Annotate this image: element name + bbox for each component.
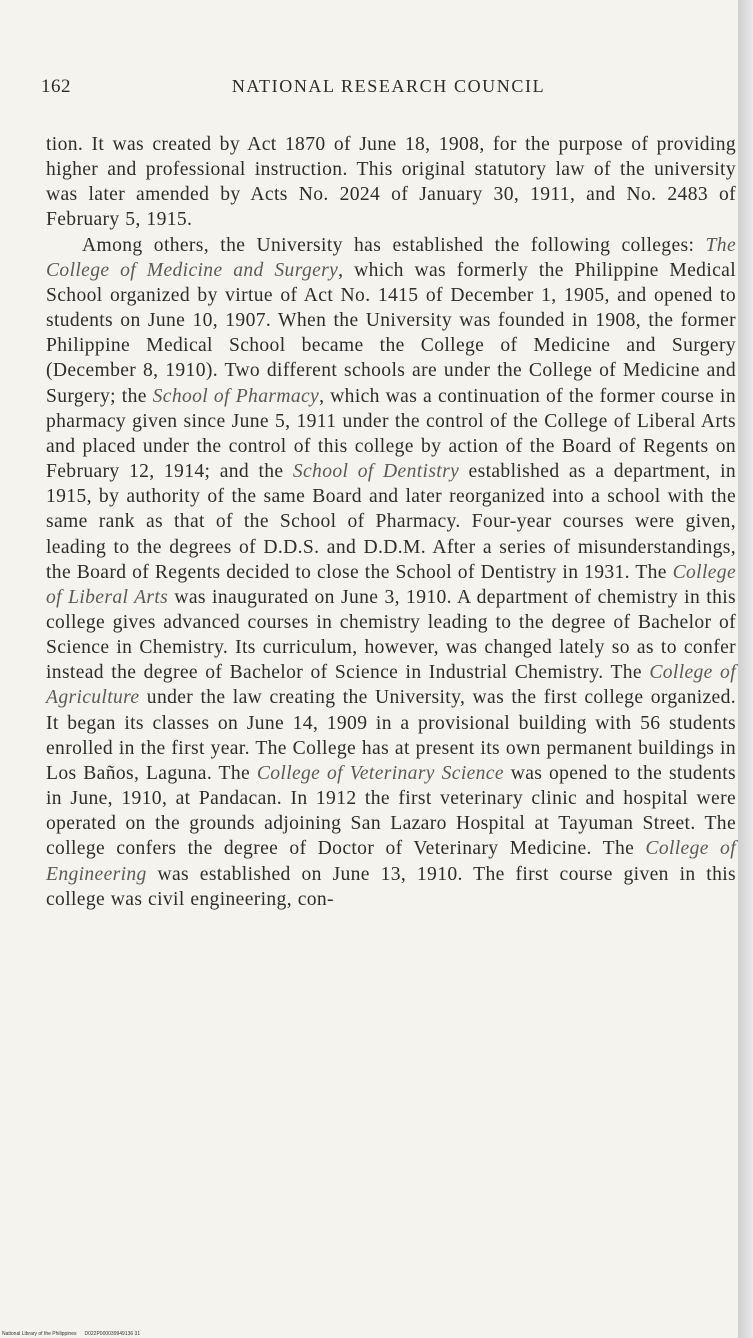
page-edge (738, 0, 753, 1338)
paragraph-colleges (46, 233, 736, 912)
college-medicine-title: The College of Medicine and Surgery (46, 234, 736, 281)
school-pharmacy-title: School of Pharmacy (152, 385, 320, 407)
college-engineering-title: College of Engineering (46, 838, 736, 885)
college-veterinary-title: College of Veterinary Science (256, 762, 504, 784)
text-run: established as a department, in 1915, by authority of the same Board and later reorganized into a school with the same rank as that of the School of Pharmacy. Four-year courses were given, leading to the degrees of D.D.S. and D.D.M. After a series of misunderstandings, the Board of Regents decided to close the School of Dentistry in 1931. The (46, 461, 737, 583)
scan-footer (2, 1331, 140, 1337)
page-header (41, 76, 736, 100)
page-number: 162 (41, 76, 71, 97)
text-run: under the law creating the University, was the first college organized. It began its classes on June 14, 1909 in a provisional building with 56 students enrolled in the first year. The College has at present its own permanent buildings in Los Baños, Laguna. The (46, 687, 736, 784)
footer-source: National Library of the Philippines (2, 1331, 77, 1337)
running-head: NATIONAL RESEARCH COUNCIL (231, 76, 546, 96)
text-run: was inaugurated on June 3, 1910. A department of chemistry in this college gives advanced courses in chemistry leading to the degree of Bachelor of Science in Chemistry. Its curriculum, however, was changed lately so as to confer instead the degree of Bachelor of Science in Industrial Chemistry. The (46, 586, 736, 684)
text-run: , which was formerly the Philippine Medical School organized by virtue of Act No. 1415 of December 1, 1905, and opened to students on June 10, 1907. When the University was founded in 1908, the former Philippine Medical School became the College of Medicine and Surgery (December 8, 1910). Two different schools are under the College of Medicine and Surgery; the (46, 259, 736, 407)
text-run: was opened to the students in June, 1910, at Pandacan. In 1912 the first veterinary clinic and hospital were operated on the grounds adjoining San Lazaro Hospital at Tayuman Street. The college confers the degree of Doctor of Veterinary Medicine. The (46, 762, 736, 860)
footer-identifier: D022P000039949136 31 (84, 1331, 141, 1337)
body-text (46, 132, 736, 912)
text-run: Among others, the University has established the following colleges: (82, 234, 706, 256)
text-run: , which was a continuation of the former course in pharmacy given since June 5, 1911 under the control of the College of Liberal Arts and placed under the control of this college by action of the Board of Regents on February 12, 1914; and the (46, 385, 736, 483)
college-agriculture-title: College of Agriculture (46, 662, 736, 709)
paragraph-continuation: tion. It was created by Act 1870 of June 18, 1908, for the purpose of providing higher and professional instruction. This original statutory law of the university was later amended by Acts No. 2024 of January 30, 1911, and No. 2483 of February 5, 1915. (46, 134, 736, 231)
college-liberal-arts-title: College of Liberal Arts (46, 561, 736, 608)
text-run: was established on June 13, 1910. The first course given in this college was civil engineering, con- (46, 863, 736, 910)
school-dentistry-title: School of Dentistry (292, 461, 460, 483)
